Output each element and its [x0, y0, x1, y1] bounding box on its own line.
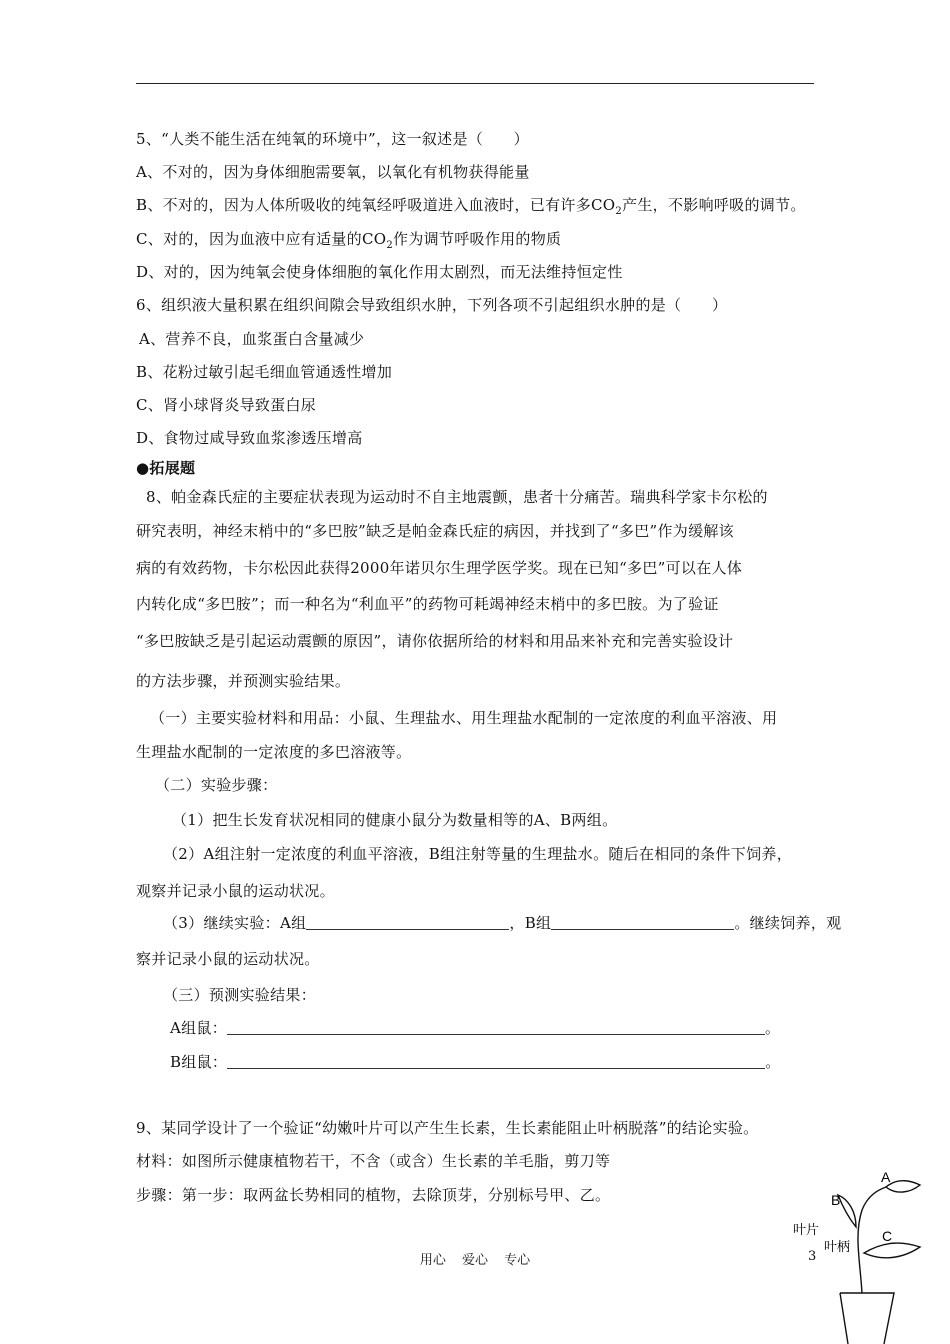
q8-paragraph-line: 内转化成“多巴胺”；而一种名为“利血平”的药物可耗竭神经末梢中的多巴胺。为了验证	[136, 595, 719, 613]
label-c: C	[882, 1228, 893, 1244]
q6-stem: 6、组织液大量积累在组织间隙会导致组织水肿，下列各项不引起组织水肿的是（ ）	[136, 296, 728, 314]
label-leaf: 叶片	[793, 1223, 820, 1238]
answer-blank[interactable]	[551, 915, 734, 930]
q5-option-d: D、对的，因为纯氧会使身体细胞的氧化作用太剧烈，而无法维持恒定性	[136, 263, 623, 281]
leaf-b	[838, 1195, 856, 1227]
q8-steps-heading: （二）实验步骤：	[155, 776, 278, 794]
q9-steps: 步骤：第一步：取两盆长势相同的植物，去除顶芽，分别标号甲、乙。	[136, 1186, 611, 1204]
q5-stem: 5、“人类不能生活在纯氧的环境中”，这一叙述是（ ）	[136, 130, 529, 148]
q8-paragraph-line: 研究表明，神经末梢中的“多巴胺”缺乏是帕金森氏症的病因，并找到了“多巴”作为缓解该	[136, 522, 734, 540]
q8-predict-heading: （三）预测实验结果：	[163, 986, 317, 1004]
q8-paragraph-line: 的方法步骤，并预测实验结果。	[136, 672, 351, 690]
q9-materials: 材料：如图所示健康植物若干，不含（或含）生长素的羊毛脂，剪刀等	[136, 1152, 611, 1170]
page-number: 3	[808, 1249, 817, 1264]
plant-figure	[790, 1165, 950, 1344]
answer-blank[interactable]	[306, 915, 509, 930]
section-heading: ●拓展题	[136, 459, 196, 477]
q9-stem: 9、某同学设计了一个验证“幼嫩叶片可以产生生长素，生长素能阻止叶柄脱落”的结论实验。	[136, 1119, 759, 1137]
q8-step-1: （1）把生长发育状况相同的健康小鼠分为数量相等的A、B两组。	[172, 811, 618, 829]
q8-materials: 生理盐水配制的一定浓度的多巴溶液等。	[136, 743, 412, 761]
q8-step-3: 察并记录小鼠的运动状况。	[136, 950, 320, 968]
header-rule	[136, 83, 814, 84]
label-b: B	[831, 1192, 841, 1208]
q8-materials: （一）主要实验材料和用品：小鼠、生理盐水、用生理盐水配制的一定浓度的利血平溶液、用	[150, 709, 778, 727]
q8-paragraph-line: 8、帕金森氏症的主要症状表现为运动时不自主地震颤，患者十分痛苦。瑞典科学家卡尔松的	[146, 488, 768, 506]
q8-result-b: B组鼠： 。	[170, 1053, 781, 1071]
q8-paragraph-line: “多巴胺缺乏是引起运动震颤的原因”，请你依据所给的材料和用品来补充和完善实验设计	[136, 632, 734, 650]
answer-blank[interactable]	[227, 1054, 765, 1069]
q6-option-b: B、花粉过敏引起毛细血管通透性增加	[136, 363, 393, 381]
answer-blank[interactable]	[227, 1020, 765, 1035]
label-a: A	[881, 1169, 891, 1185]
page-footer: 用心 爱心 专心	[419, 1253, 531, 1268]
q6-option-a: A、营养不良，血浆蛋白含量减少	[139, 330, 365, 348]
q5-option-c: C、对的，因为血液中应有适量的$CO_2$作为调节呼吸作用的物质	[136, 230, 562, 251]
q5-option-a: A、不对的，因为身体细胞需要氧，以氧化有机物获得能量	[136, 163, 530, 181]
leaf-c	[864, 1243, 920, 1258]
plant-pot	[840, 1293, 894, 1344]
label-petiole: 叶柄	[824, 1240, 851, 1255]
q6-option-c: C、肾小球肾炎导致蛋白尿	[136, 396, 317, 414]
q8-result-a: A组鼠： 。	[170, 1019, 781, 1037]
q8-step-2: （2）A组注射一定浓度的利血平溶液，B组注射等量的生理盐水。随后在相同的条件下饲养，	[163, 845, 793, 863]
leaf-a	[886, 1181, 920, 1192]
q5-option-b: B、不对的，因为人体所吸收的纯氧经呼吸道进入血液时，已有许多$CO_2$产生，不影响呼吸的调节。	[136, 196, 806, 217]
q8-step-3: （3）继续实验：A组 ，B组 。继续饲养，观	[163, 914, 842, 932]
q8-step-2: 观察并记录小鼠的运动状况。	[136, 882, 335, 900]
q8-paragraph-line: 病的有效药物，卡尔松因此获得2000年诺贝尔生理学医学奖。现在已知“多巴”可以在人体	[136, 559, 743, 577]
q6-option-d: D、食物过咸导致血浆渗透压增高	[136, 429, 363, 447]
